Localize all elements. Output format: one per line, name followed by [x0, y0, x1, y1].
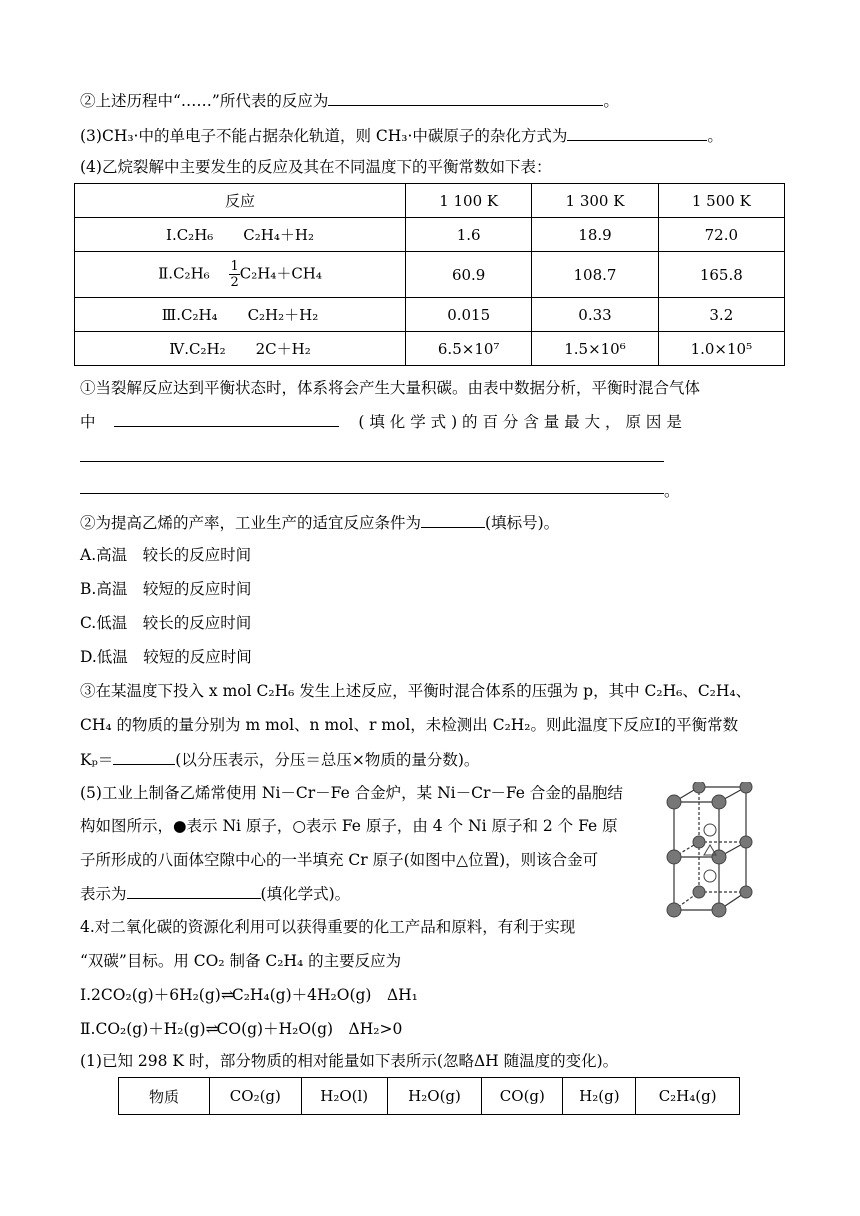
q4-2-text: ②为提高乙烯的产率，工业生产的适宜反应条件为 — [80, 514, 422, 532]
q5-line-b — [80, 815, 618, 837]
answer-blank[interactable] — [127, 882, 261, 899]
value-cell: 108.7 — [532, 252, 658, 298]
equation-2 — [80, 1018, 402, 1040]
equation-1 — [80, 984, 418, 1006]
q4-line — [80, 156, 551, 178]
option-b[interactable] — [80, 578, 251, 600]
q5-post: (填化学式)。 — [260, 885, 351, 903]
answer-blank[interactable] — [113, 748, 175, 765]
q4-3-text-b: CH₄ 的物质的量分别为 m mol、n mol、r mol，未检测出 C₂H₂。则此温度下反应Ⅰ的平衡常数 — [80, 716, 739, 734]
value-cell: 1.5×10⁶ — [532, 332, 658, 366]
reaction-cell: Ⅳ.C₂H₂ 2C＋H₂ — [75, 332, 406, 366]
answer-line[interactable] — [80, 493, 664, 494]
value-cell: 1.0×10⁵ — [658, 332, 784, 366]
q4-2-end: (填标号)。 — [485, 514, 560, 532]
answer-blank[interactable] — [567, 124, 707, 141]
substance-cell: CO₂(g) — [210, 1078, 302, 1115]
q6-text-b: “双碳”目标。用 CO₂ 制备 C₂H₄ 的主要反应为 — [80, 952, 402, 970]
q5-text-a: (5)工业上制备乙烯常使用 Ni－Cr－Fe 合金炉，某 Ni－Cr－Fe 合金的晶胞结 — [80, 784, 623, 802]
equilibrium-arrow-icon: ⇌ — [205, 1020, 217, 1038]
substance-cell: H₂O(g) — [387, 1078, 482, 1115]
header-1300k: 1 300 K — [532, 184, 658, 218]
crystal-cell-diagram — [664, 782, 764, 922]
option-c[interactable] — [80, 612, 251, 634]
reaction-post: C₂H₄＋CH₄ — [239, 264, 322, 283]
reaction-pre: Ⅱ.C₂H₆ — [158, 264, 225, 283]
eq1-right: C₂H₄(g)＋4H₂O(g) ΔH₁ — [231, 986, 418, 1004]
substance-cell: H₂(g) — [563, 1078, 636, 1115]
value-cell: 0.33 — [532, 298, 658, 332]
substance-cell: CO(g) — [482, 1078, 563, 1115]
table-row — [75, 218, 785, 252]
answer-blank[interactable] — [114, 410, 339, 427]
fraction-den: 2 — [230, 275, 239, 290]
substance-cell: H₂O(l) — [301, 1078, 387, 1115]
answer-blank[interactable] — [328, 89, 603, 106]
energy-table — [118, 1077, 740, 1115]
option-b-text: B.高温 较短的反应时间 — [80, 580, 252, 598]
value-cell: 1.6 — [406, 218, 532, 252]
q4-3-line-a — [80, 680, 751, 702]
q4-3-post: (以分压表示，分压＝总压×物质的量分数)。 — [175, 751, 480, 769]
q5-pre: 表示为 — [80, 885, 127, 903]
option-c-text: C.低温 较长的反应时间 — [80, 614, 252, 632]
value-cell: 60.9 — [406, 252, 532, 298]
table-row — [75, 298, 785, 332]
q4-3-line-c — [80, 748, 479, 771]
q2-2-end: 。 — [603, 92, 619, 110]
q5-line-c — [80, 849, 598, 871]
q4-1-text: ①当裂解反应达到平衡状态时，体系将会产生大量积碳。由表中数据分析，平衡时混合气体 — [80, 379, 701, 397]
table-header-row — [75, 184, 785, 218]
q4-text: (4)乙烷裂解中主要发生的反应及其在不同温度下的平衡常数如下表： — [80, 158, 552, 176]
q4-3-pre: Kₚ＝ — [80, 751, 114, 769]
value-cell: 18.9 — [532, 218, 658, 252]
eq1-left: Ⅰ.2CO₂(g)＋6H₂(g) — [80, 986, 221, 1004]
option-a[interactable] — [80, 544, 251, 566]
substance-cell: C₂H₄(g) — [636, 1078, 740, 1115]
q4-1-post: ( 填 化 学 式 ) 的 百 分 含 量 最 大 ， 原 因 是 — [358, 413, 682, 431]
q4-1-line-b — [80, 410, 780, 433]
answer-blank[interactable] — [421, 511, 485, 528]
q4-2-line — [80, 511, 559, 534]
q6-line-a — [80, 916, 575, 938]
q2-2-line — [80, 89, 619, 112]
q4-1-pre: 中 — [80, 413, 96, 431]
value-cell: 3.2 — [658, 298, 784, 332]
table-row — [75, 332, 785, 366]
q6-text-a: 4.对二氧化碳的资源化利用可以获得重要的化工产品和原料，有利于实现 — [80, 918, 576, 936]
header-1500k: 1 500 K — [658, 184, 784, 218]
q3-end: 。 — [707, 127, 723, 145]
value-cell: 0.015 — [406, 298, 532, 332]
q4-3-text-a: ③在某温度下投入 x mol C₂H₆ 发生上述反应，平衡时混合体系的压强为 p，其中 C₂H₆、C₂H₄、 — [80, 682, 752, 700]
q4-1-line-a — [80, 377, 700, 399]
q5-text-b: 构如图所示，●表示 Ni 原子，○表示 Fe 原子，由 4 个 Ni 原子和 2 个 Fe 原 — [80, 817, 618, 835]
q4-3-line-b — [80, 714, 738, 736]
q5-text-c: 子所形成的八面体空隙中心的一半填充 Cr 原子(如图中△位置)，则该合金可 — [80, 851, 599, 869]
value-cell: 6.5×10⁷ — [406, 332, 532, 366]
table-row — [119, 1078, 740, 1115]
q2-2-text: ②上述历程中“……”所代表的反应为 — [80, 92, 329, 110]
equilibrium-table — [74, 183, 785, 366]
fraction — [229, 259, 239, 290]
q4-1-end: 。 — [664, 482, 680, 500]
value-cell: 165.8 — [658, 252, 784, 298]
q6-line-b — [80, 950, 401, 972]
option-d[interactable] — [80, 646, 252, 668]
table-row — [75, 252, 785, 298]
q7-text: (1)已知 298 K 时，部分物质的相对能量如下表所示(忽略ΔH 随温度的变化)。 — [80, 1052, 619, 1070]
q3-text: (3)CH₃·中的单电子不能占据杂化轨道，则 CH₃·中碳原子的杂化方式为 — [80, 127, 568, 145]
reaction-cell — [75, 252, 406, 298]
answer-line[interactable] — [80, 461, 664, 462]
eq2-left: Ⅱ.CO₂(g)＋H₂(g) — [80, 1020, 206, 1038]
q7-line — [80, 1050, 618, 1072]
equilibrium-arrow-icon: ⇌ — [220, 986, 232, 1004]
reaction-cell: Ⅰ.C₂H₆ C₂H₄＋H₂ — [75, 218, 406, 252]
value-cell: 72.0 — [658, 218, 784, 252]
option-d-text: D.低温 较短的反应时间 — [80, 648, 252, 666]
header-1100k: 1 100 K — [406, 184, 532, 218]
q3-line — [80, 124, 723, 147]
option-a-text: A.高温 较长的反应时间 — [80, 546, 252, 564]
fraction-num: 1 — [230, 259, 239, 274]
header-reaction: 反应 — [75, 184, 406, 218]
q5-line-a — [80, 782, 623, 804]
q5-line-d — [80, 882, 350, 905]
eq2-right: CO(g)＋H₂O(g) ΔH₂>0 — [216, 1020, 403, 1038]
reaction-cell: Ⅲ.C₂H₄ C₂H₂＋H₂ — [75, 298, 406, 332]
q4-1-end-line — [664, 480, 680, 502]
header-substance: 物质 — [119, 1078, 210, 1115]
